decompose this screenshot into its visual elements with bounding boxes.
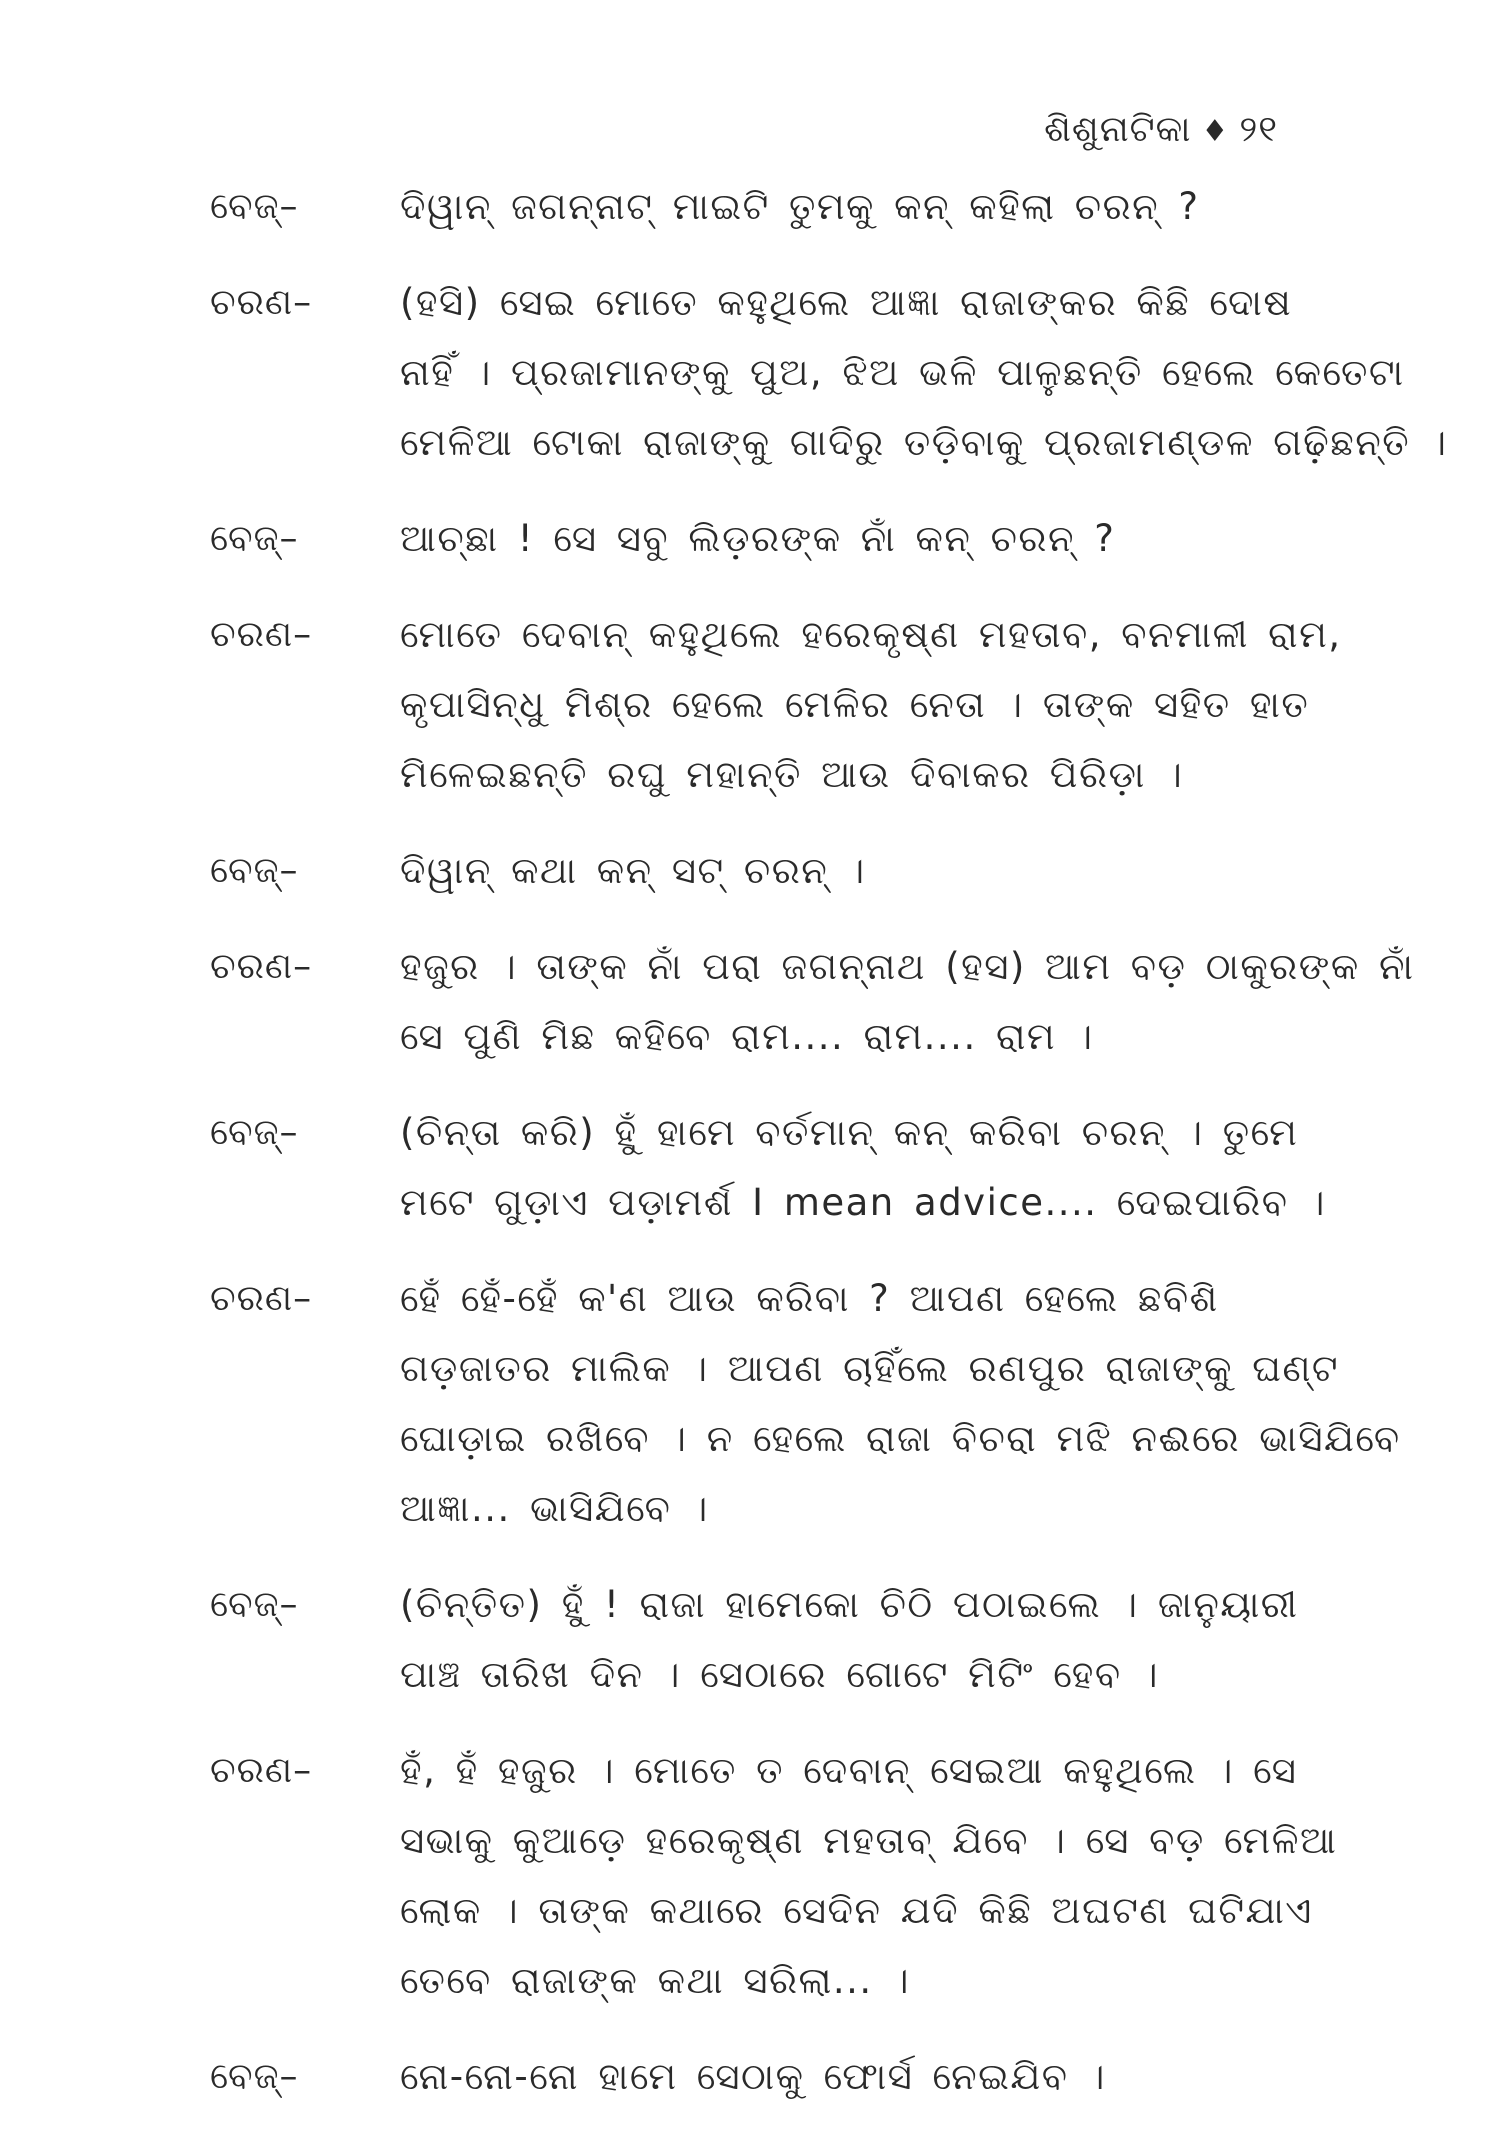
dialogue-line: ତେବେ ରାଜାଙ୍କ କଥା ସରିଲା... ।	[400, 1959, 911, 2002]
dialogue-entry	[0, 600, 1500, 810]
dialogue-line: ଦିୱାନ୍ କଥା କନ୍ ସଟ୍ ଚରନ୍ ।	[400, 849, 866, 892]
dialogue-text	[400, 932, 1415, 1072]
dialogue-entry	[0, 504, 1500, 574]
dialogue-line: (ଚିନ୍ତିତ) ହୁଁ ! ରାଜା ହାମେକୋ ଚିଠି ପଠାଇଲେ । ଜାନୁୟାରୀ	[400, 1583, 1299, 1626]
dialogue-text	[400, 600, 1342, 810]
dialogue-line: ପାଞ୍ଚ ତାରିଖ ଦିନ । ସେଠାରେ ଗୋଟେ ମିଟିଂ ହେବ ।	[400, 1653, 1159, 1696]
dialogue-entry	[0, 172, 1500, 242]
speaker-name: ବେଜ୍‌–	[210, 1584, 299, 1625]
dialogue-entry	[0, 836, 1500, 906]
speaker-name: ବେଜ୍‌–	[210, 518, 299, 559]
speaker-name: ଚରଣ–	[210, 614, 313, 655]
dialogue-text	[400, 1098, 1326, 1238]
dialogue-text	[400, 1736, 1338, 2016]
dialogue-text	[400, 2042, 1300, 2112]
dialogue-line: (ହସି) ସେଇ ମୋତେ କହୁଥିଲେ ଆଜ୍ଞା ରାଜାଙ୍କର କିଛି ଦୋଷ	[400, 281, 1293, 324]
dialogue-line: ମେଳିଆ ଟୋକା ରାଜାଙ୍କୁ ଗାଦିରୁ ତଡ଼ିବାକୁ ପ୍ରଜାମଣ୍ଡଳ ଗଢ଼ିଛନ୍ତି ।	[400, 421, 1448, 464]
speaker-name: ଚରଣ–	[210, 1750, 313, 1791]
dialogue-line: ସେ ପୁଣି ମିଛ କହିବେ ରାମ.... ରାମ.... ରାମ ।	[400, 1015, 1094, 1058]
play-script	[0, 172, 1500, 2138]
page-number: ୨୧	[1239, 109, 1278, 150]
speaker-name: ବେଜ୍‌–	[210, 1112, 299, 1153]
dialogue-text	[400, 172, 1300, 242]
dialogue-line: ନାହିଁ । ପ୍ରଜାମାନଙ୍କୁ ପୁଅ, ଝିଅ ଭଳି ପାଳୁଛନ୍ତି ହେଲେ କେତେଟା	[400, 351, 1405, 394]
running-header	[1044, 100, 1278, 162]
dialogue-line: ନୋ-ନୋ-ନୋ ହାମେ ସେଠାକୁ ଫୋର୍ସ ନେଇଯିବ ।	[400, 2055, 1106, 2098]
dialogue-line: କୃପାସିନ୍ଧୁ ମିଶ୍ର ହେଲେ ମେଳିର ନେତା । ତାଙ୍କ ସହିତ ହାତ	[400, 683, 1310, 726]
dialogue-line: ମିଳେଇଛନ୍ତି ରଘୁ ମହାନ୍ତି ଆଉ ଦିବାକର ପିରିଡ଼ା ।	[400, 753, 1184, 796]
dialogue-line: ଘୋଡ଼ାଇ ରଖିବେ । ନ ହେଲେ ରାଜା ବିଚରା ମଝି ନଈରେ ଭାସିଯିବେ	[400, 1417, 1401, 1460]
dialogue-entry	[0, 1098, 1500, 1238]
diamond-icon: ♦	[1201, 114, 1230, 149]
dialogue-entry	[0, 1736, 1500, 2016]
dialogue-line: ମୋତେ ଦେବାନ୍ କହୁଥିଲେ ହରେକୃଷ୍ଣ ମହତାବ, ବନମାଳୀ ରାମ,	[400, 613, 1342, 656]
dialogue-line: ଗଡ଼ଜାତର ମାଲିକ । ଆପଣ ଚାହିଁଲେ ରଣପୁର ରାଜାଙ୍କୁ ଘଣ୍ଟ	[400, 1347, 1340, 1390]
speaker-name: ବେଜ୍‌–	[210, 186, 299, 227]
dialogue-entry	[0, 1570, 1500, 1710]
dialogue-text	[400, 836, 1300, 906]
speaker-name: ବେଜ୍‌–	[210, 850, 299, 891]
dialogue-text	[400, 1570, 1300, 1710]
dialogue-line: ଦିୱାନ୍ ଜଗନ୍ନାଟ୍ ମାଇଟି ତୁମକୁ କନ୍ କହିଲା ଚରନ୍ ?	[400, 185, 1200, 228]
dialogue-line: ଆଜ୍ଞା... ଭାସିଯିବେ ।	[400, 1487, 709, 1530]
dialogue-line: ହେଁ ହେଁ-ହେଁ କ'ଣ ଆଉ କରିବା ? ଆପଣ ହେଲେ ଛବିଶି	[400, 1277, 1219, 1320]
dialogue-line: ହଁ, ହଁ ହଜୁର । ମୋତେ ତ ଦେବାନ୍ ସେଇଆ କହୁଥିଲେ । ସେ	[400, 1749, 1298, 1792]
speaker-name: ବେଜ୍‌–	[210, 2056, 299, 2097]
speaker-name: ଚରଣ–	[210, 282, 313, 323]
dialogue-line: ମଟେ ଗୁଡ଼ାଏ ପଡ଼ାମର୍ଶ I mean advice.... ଦେଇପାରିବ ।	[400, 1181, 1326, 1224]
dialogue-line: ସଭାକୁ କୁଆଡ଼େ ହରେକୃଷ୍ଣ ମହତାବ୍ ଯିବେ । ସେ ବଡ଼ ମେଳିଆ	[400, 1819, 1338, 1862]
book-title: ଶିଶୁନାଟିକା	[1044, 109, 1192, 150]
dialogue-text	[400, 268, 1448, 478]
dialogue-line: ଲୋକ । ତାଙ୍କ କଥାରେ ସେଦିନ ଯଦି କିଛି ଅଘଟଣ ଘଟିଯାଏ	[400, 1889, 1313, 1932]
speaker-name: ଚରଣ–	[210, 946, 313, 987]
dialogue-line: ହଜୁର । ତାଙ୍କ ନାଁ ପରା ଜଗନ୍ନାଥ (ହସ) ଆମ ବଡ଼ ଠାକୁରଙ୍କ ନାଁ	[400, 945, 1415, 988]
dialogue-entry	[0, 1264, 1500, 1544]
dialogue-text	[400, 1264, 1401, 1544]
dialogue-text	[400, 504, 1300, 574]
speaker-name: ଚରଣ–	[210, 1278, 313, 1319]
dialogue-entry	[0, 932, 1500, 1072]
dialogue-line: (ଚିନ୍ତା କରି) ହୁଁ ହାମେ ବର୍ତମାନ୍ କନ୍ କରିବା ଚରନ୍ । ତୁମେ	[400, 1111, 1299, 1154]
dialogue-entry	[0, 2042, 1500, 2112]
page-header	[0, 100, 1500, 160]
dialogue-line: ଆଚ୍ଛା ! ସେ ସବୁ ଲିଡ଼ରଙ୍କ ନାଁ କନ୍ ଚରନ୍ ?	[400, 517, 1116, 560]
dialogue-entry	[0, 268, 1500, 478]
